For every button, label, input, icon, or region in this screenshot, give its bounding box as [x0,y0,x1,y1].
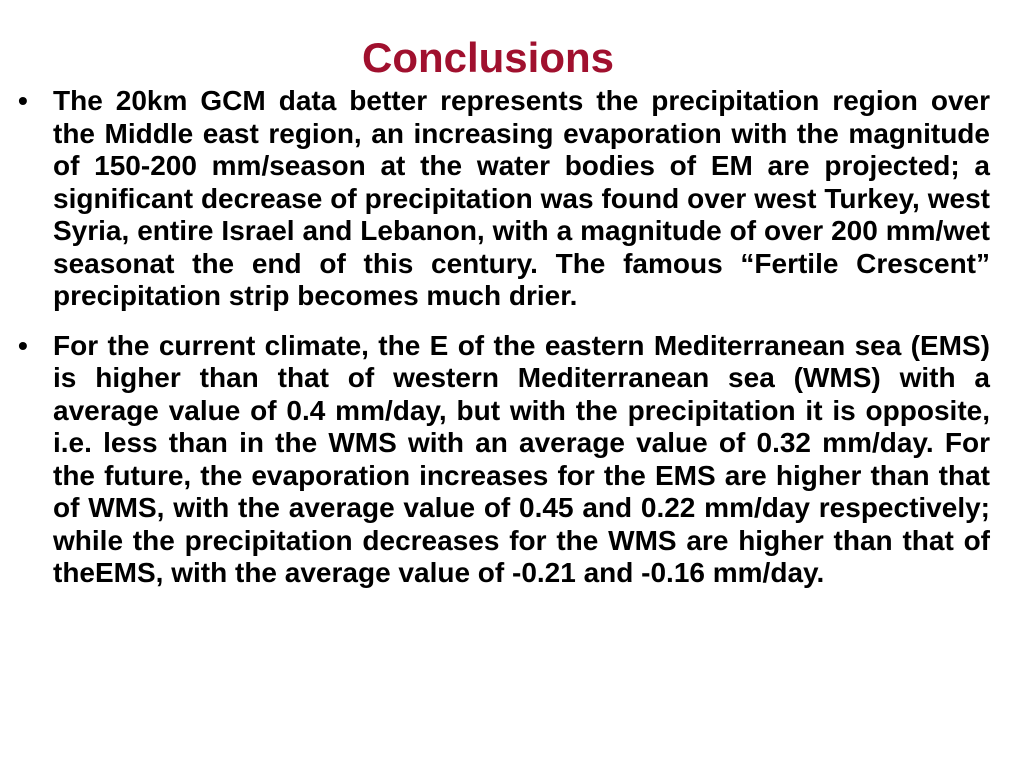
bullet-text: The 20km GCM data better represents the precipitation region over the Middle east region, an increasing evaporation with the magnitude of 150-200 mm/season at the water bodies of EM are projected; a significant decrease of precipitation was found over west Turkey, west Syria, entire Israel and Lebanon, with a magnitude of over 200 mm/wet seasonat the end of this century. The famous “Fertile Crescent” precipitation strip becomes much drier. [53,85,990,311]
bullet-dot-icon: • [18,329,28,361]
bullet-item [14,330,990,590]
bullet-item [14,85,990,313]
bullet-dot-icon: • [18,85,28,116]
bullet-list [14,85,990,607]
bullet-text: For the current climate, the E of the eastern Mediterranean sea (EMS) is higher than that of western Mediterranean sea (WMS) with a average value of 0.4 mm/day, but with the precipitation it is opposite, i.e. less than in the WMS with an average value of 0.32 mm/day. For the future, the evaporation increases for the EMS are higher than that of WMS, with the average value of 0.45 and 0.22 mm/day respectively; while the precipitation decreases for the WMS are higher than that of theEMS, with the average value of -0.21 and -0.16 mm/day. [53,329,990,588]
slide-title: Conclusions [361,34,615,81]
